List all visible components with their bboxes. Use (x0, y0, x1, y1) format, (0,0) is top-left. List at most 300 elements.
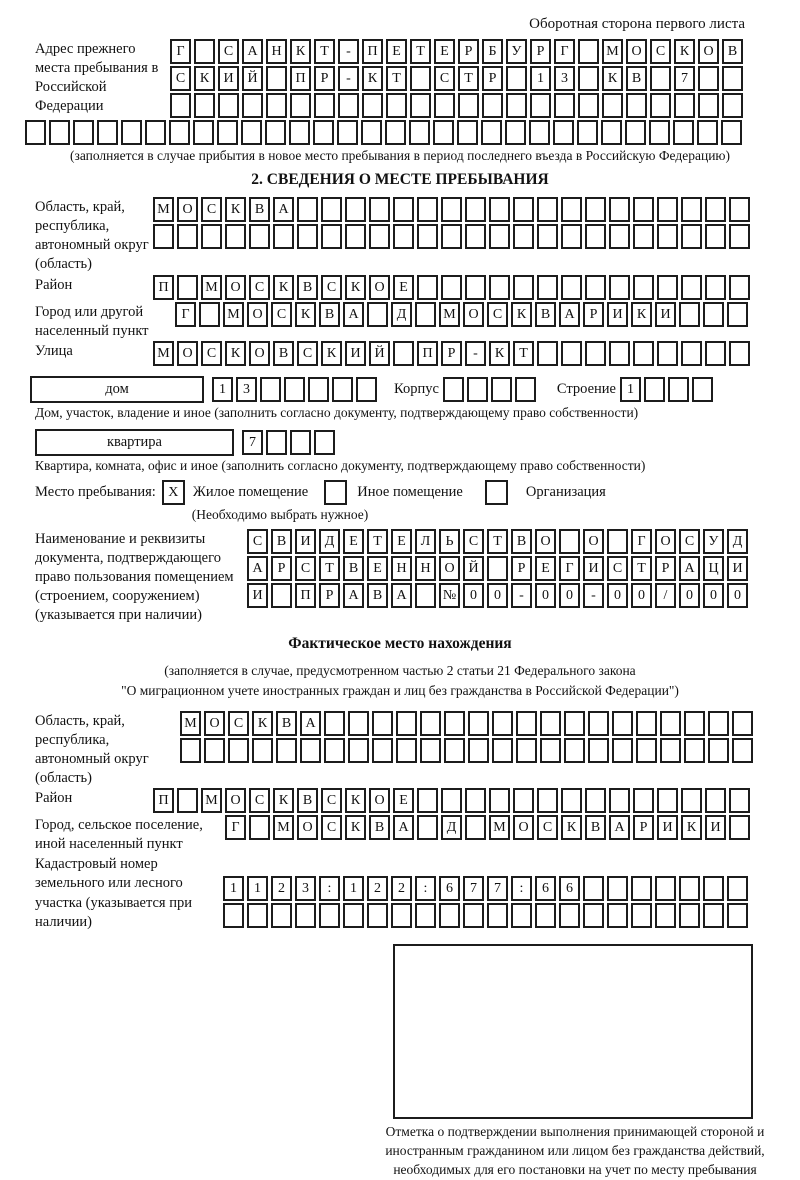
char-cell[interactable] (410, 93, 431, 118)
char-cell[interactable]: К (252, 711, 273, 736)
char-cell[interactable] (609, 788, 630, 813)
char-cell[interactable]: 1 (212, 377, 233, 402)
char-cell[interactable] (607, 876, 628, 901)
char-cell[interactable] (729, 224, 750, 249)
char-cell[interactable]: Т (314, 39, 335, 64)
char-cell[interactable] (386, 93, 407, 118)
char-cell[interactable]: С (295, 556, 316, 581)
char-cell[interactable]: А (609, 815, 630, 840)
char-cell[interactable] (487, 903, 508, 928)
char-cell[interactable] (530, 93, 551, 118)
char-cell[interactable] (705, 788, 726, 813)
char-cell[interactable]: В (722, 39, 743, 64)
char-cell[interactable] (297, 224, 318, 249)
char-cell[interactable] (420, 738, 441, 763)
char-cell[interactable]: О (225, 275, 246, 300)
char-cell[interactable] (585, 275, 606, 300)
char-cell[interactable]: Е (343, 529, 364, 554)
char-cell[interactable]: И (247, 583, 268, 608)
char-cell[interactable] (516, 711, 537, 736)
char-cell[interactable] (348, 738, 369, 763)
checkbox-organizatsiya[interactable] (485, 480, 508, 505)
char-cell[interactable]: К (631, 302, 652, 327)
char-cell[interactable]: С (249, 275, 270, 300)
char-cell[interactable] (25, 120, 46, 145)
char-cell[interactable] (705, 224, 726, 249)
char-cell[interactable] (369, 224, 390, 249)
char-cell[interactable] (515, 377, 536, 402)
char-cell[interactable] (362, 93, 383, 118)
char-cell[interactable]: М (439, 302, 460, 327)
char-cell[interactable]: С (487, 302, 508, 327)
char-cell[interactable]: У (703, 529, 724, 554)
char-cell[interactable] (463, 903, 484, 928)
char-cell[interactable] (657, 197, 678, 222)
char-cell[interactable] (489, 788, 510, 813)
char-cell[interactable] (692, 377, 713, 402)
char-cell[interactable] (703, 903, 724, 928)
char-cell[interactable]: Д (441, 815, 462, 840)
char-cell[interactable] (607, 529, 628, 554)
char-cell[interactable]: 7 (463, 876, 484, 901)
char-cell[interactable]: О (177, 197, 198, 222)
char-cell[interactable]: С (297, 341, 318, 366)
char-cell[interactable] (393, 224, 414, 249)
char-cell[interactable]: Т (386, 66, 407, 91)
char-cell[interactable] (218, 93, 239, 118)
char-cell[interactable] (465, 224, 486, 249)
char-cell[interactable] (727, 903, 748, 928)
char-cell[interactable]: А (559, 302, 580, 327)
char-cell[interactable] (271, 583, 292, 608)
char-cell[interactable] (193, 120, 214, 145)
char-cell[interactable] (295, 903, 316, 928)
char-cell[interactable] (625, 120, 646, 145)
char-cell[interactable] (487, 556, 508, 581)
char-cell[interactable]: Р (314, 66, 335, 91)
char-cell[interactable]: 1 (223, 876, 244, 901)
char-cell[interactable]: В (511, 529, 532, 554)
char-cell[interactable]: 7 (242, 430, 263, 455)
char-cell[interactable]: В (273, 341, 294, 366)
char-cell[interactable]: Д (319, 529, 340, 554)
char-cell[interactable] (684, 711, 705, 736)
char-cell[interactable] (73, 120, 94, 145)
char-cell[interactable]: К (290, 39, 311, 64)
char-cell[interactable]: П (290, 66, 311, 91)
char-cell[interactable]: О (247, 302, 268, 327)
char-cell[interactable]: А (343, 583, 364, 608)
char-cell[interactable]: Н (266, 39, 287, 64)
char-cell[interactable] (345, 197, 366, 222)
char-cell[interactable]: С (201, 341, 222, 366)
char-cell[interactable] (249, 224, 270, 249)
char-cell[interactable] (308, 377, 329, 402)
char-cell[interactable]: С (218, 39, 239, 64)
char-cell[interactable] (674, 93, 695, 118)
char-cell[interactable] (266, 93, 287, 118)
char-cell[interactable] (290, 430, 311, 455)
char-cell[interactable]: М (153, 197, 174, 222)
char-cell[interactable]: П (417, 341, 438, 366)
char-cell[interactable] (194, 93, 215, 118)
char-cell[interactable]: Г (554, 39, 575, 64)
char-cell[interactable] (204, 738, 225, 763)
char-cell[interactable] (415, 903, 436, 928)
char-cell[interactable]: Ц (703, 556, 724, 581)
char-cell[interactable] (417, 224, 438, 249)
char-cell[interactable] (729, 275, 750, 300)
char-cell[interactable]: 7 (674, 66, 695, 91)
char-cell[interactable] (505, 120, 526, 145)
char-cell[interactable] (703, 876, 724, 901)
char-cell[interactable]: 6 (439, 876, 460, 901)
char-cell[interactable] (729, 341, 750, 366)
char-cell[interactable] (417, 197, 438, 222)
char-cell[interactable] (559, 903, 580, 928)
char-cell[interactable]: 2 (367, 876, 388, 901)
char-cell[interactable]: Н (415, 556, 436, 581)
char-cell[interactable] (372, 711, 393, 736)
char-cell[interactable] (681, 341, 702, 366)
char-cell[interactable]: В (585, 815, 606, 840)
char-cell[interactable]: С (321, 815, 342, 840)
char-cell[interactable]: - (465, 341, 486, 366)
char-cell[interactable]: Е (393, 275, 414, 300)
char-cell[interactable]: В (343, 556, 364, 581)
char-cell[interactable] (537, 224, 558, 249)
char-cell[interactable]: П (295, 583, 316, 608)
char-cell[interactable] (540, 711, 561, 736)
char-cell[interactable] (97, 120, 118, 145)
char-cell[interactable]: Е (393, 788, 414, 813)
char-cell[interactable] (410, 66, 431, 91)
char-cell[interactable]: Т (458, 66, 479, 91)
char-cell[interactable] (361, 120, 382, 145)
char-cell[interactable]: Б (482, 39, 503, 64)
char-cell[interactable]: 2 (391, 876, 412, 901)
char-cell[interactable] (649, 120, 670, 145)
char-cell[interactable] (626, 93, 647, 118)
char-cell[interactable]: Т (631, 556, 652, 581)
char-cell[interactable]: 6 (559, 876, 580, 901)
char-cell[interactable] (732, 738, 753, 763)
char-cell[interactable] (516, 738, 537, 763)
char-cell[interactable] (242, 93, 263, 118)
char-cell[interactable] (481, 120, 502, 145)
char-cell[interactable] (199, 302, 220, 327)
char-cell[interactable] (223, 903, 244, 928)
char-cell[interactable]: М (201, 788, 222, 813)
char-cell[interactable] (578, 39, 599, 64)
char-cell[interactable]: Г (170, 39, 191, 64)
char-cell[interactable] (177, 788, 198, 813)
char-cell[interactable]: К (561, 815, 582, 840)
char-cell[interactable]: О (249, 341, 270, 366)
char-cell[interactable] (415, 583, 436, 608)
char-cell[interactable] (681, 275, 702, 300)
char-cell[interactable]: 0 (727, 583, 748, 608)
char-cell[interactable] (607, 903, 628, 928)
char-cell[interactable] (564, 738, 585, 763)
char-cell[interactable] (609, 275, 630, 300)
char-cell[interactable] (679, 903, 700, 928)
char-cell[interactable] (465, 275, 486, 300)
char-cell[interactable] (644, 377, 665, 402)
char-cell[interactable] (491, 377, 512, 402)
char-cell[interactable] (177, 275, 198, 300)
char-cell[interactable] (297, 197, 318, 222)
char-cell[interactable] (513, 275, 534, 300)
char-cell[interactable]: О (297, 815, 318, 840)
char-cell[interactable]: Р (319, 583, 340, 608)
char-cell[interactable] (636, 711, 657, 736)
char-cell[interactable] (513, 224, 534, 249)
char-cell[interactable] (601, 120, 622, 145)
char-cell[interactable] (564, 711, 585, 736)
char-cell[interactable] (433, 120, 454, 145)
char-cell[interactable] (284, 377, 305, 402)
char-cell[interactable] (681, 197, 702, 222)
char-cell[interactable]: В (369, 815, 390, 840)
char-cell[interactable]: 0 (703, 583, 724, 608)
char-cell[interactable]: П (362, 39, 383, 64)
char-cell[interactable] (612, 711, 633, 736)
char-cell[interactable] (578, 66, 599, 91)
char-cell[interactable] (537, 341, 558, 366)
char-cell[interactable] (492, 711, 513, 736)
char-cell[interactable] (417, 788, 438, 813)
char-cell[interactable] (321, 197, 342, 222)
char-cell[interactable]: А (300, 711, 321, 736)
char-cell[interactable] (708, 711, 729, 736)
char-cell[interactable] (650, 93, 671, 118)
char-cell[interactable] (249, 815, 270, 840)
char-cell[interactable]: 7 (487, 876, 508, 901)
char-cell[interactable] (465, 788, 486, 813)
char-cell[interactable]: А (679, 556, 700, 581)
char-cell[interactable] (513, 197, 534, 222)
char-cell[interactable] (266, 66, 287, 91)
char-cell[interactable]: Р (530, 39, 551, 64)
char-cell[interactable]: М (602, 39, 623, 64)
char-cell[interactable]: А (273, 197, 294, 222)
char-cell[interactable] (420, 711, 441, 736)
char-cell[interactable]: - (511, 583, 532, 608)
char-cell[interactable] (441, 275, 462, 300)
char-cell[interactable]: С (537, 815, 558, 840)
char-cell[interactable] (247, 903, 268, 928)
char-cell[interactable]: И (218, 66, 239, 91)
char-cell[interactable]: П (153, 275, 174, 300)
char-cell[interactable] (609, 197, 630, 222)
char-cell[interactable]: В (297, 275, 318, 300)
char-cell[interactable] (650, 66, 671, 91)
char-cell[interactable] (443, 377, 464, 402)
char-cell[interactable] (194, 39, 215, 64)
char-cell[interactable] (396, 711, 417, 736)
char-cell[interactable] (698, 93, 719, 118)
char-cell[interactable] (585, 197, 606, 222)
char-cell[interactable]: 2 (271, 876, 292, 901)
char-cell[interactable]: 0 (559, 583, 580, 608)
char-cell[interactable] (467, 377, 488, 402)
char-cell[interactable] (655, 903, 676, 928)
char-cell[interactable] (511, 903, 532, 928)
char-cell[interactable]: Р (583, 302, 604, 327)
char-cell[interactable]: В (367, 583, 388, 608)
char-cell[interactable] (145, 120, 166, 145)
char-cell[interactable]: 0 (679, 583, 700, 608)
checkbox-inoe[interactable] (324, 480, 347, 505)
char-cell[interactable] (169, 120, 190, 145)
char-cell[interactable]: О (513, 815, 534, 840)
char-cell[interactable]: А (391, 583, 412, 608)
char-cell[interactable] (705, 341, 726, 366)
char-cell[interactable]: М (153, 341, 174, 366)
char-cell[interactable]: Г (631, 529, 652, 554)
char-cell[interactable] (321, 224, 342, 249)
char-cell[interactable]: В (626, 66, 647, 91)
char-cell[interactable] (439, 903, 460, 928)
char-cell[interactable]: Т (513, 341, 534, 366)
char-cell[interactable]: Т (319, 556, 340, 581)
char-cell[interactable]: 1 (620, 377, 641, 402)
char-cell[interactable]: С (247, 529, 268, 554)
char-cell[interactable]: И (345, 341, 366, 366)
char-cell[interactable]: М (180, 711, 201, 736)
char-cell[interactable]: И (705, 815, 726, 840)
char-cell[interactable]: К (194, 66, 215, 91)
char-cell[interactable] (660, 711, 681, 736)
char-cell[interactable] (441, 197, 462, 222)
char-cell[interactable]: В (319, 302, 340, 327)
char-cell[interactable] (540, 738, 561, 763)
char-cell[interactable]: С (271, 302, 292, 327)
char-cell[interactable] (698, 66, 719, 91)
char-cell[interactable]: Д (727, 529, 748, 554)
char-cell[interactable] (561, 788, 582, 813)
char-cell[interactable] (49, 120, 70, 145)
char-cell[interactable]: 0 (487, 583, 508, 608)
char-cell[interactable]: О (369, 275, 390, 300)
char-cell[interactable] (537, 788, 558, 813)
char-cell[interactable] (732, 711, 753, 736)
char-cell[interactable] (722, 93, 743, 118)
char-cell[interactable] (585, 341, 606, 366)
char-cell[interactable] (657, 224, 678, 249)
char-cell[interactable]: К (681, 815, 702, 840)
char-cell[interactable]: И (607, 302, 628, 327)
char-cell[interactable]: А (343, 302, 364, 327)
char-cell[interactable]: Й (242, 66, 263, 91)
char-cell[interactable]: И (655, 302, 676, 327)
char-cell[interactable]: К (345, 275, 366, 300)
char-cell[interactable] (273, 224, 294, 249)
char-cell[interactable] (506, 93, 527, 118)
char-cell[interactable] (180, 738, 201, 763)
char-cell[interactable]: К (321, 341, 342, 366)
char-cell[interactable] (588, 738, 609, 763)
char-cell[interactable] (468, 738, 489, 763)
char-cell[interactable] (170, 93, 191, 118)
char-cell[interactable]: Н (391, 556, 412, 581)
checkbox-zhiloe[interactable]: X (162, 480, 185, 505)
char-cell[interactable]: К (674, 39, 695, 64)
char-cell[interactable] (266, 430, 287, 455)
char-cell[interactable]: К (295, 302, 316, 327)
char-cell[interactable] (489, 275, 510, 300)
char-cell[interactable]: С (679, 529, 700, 554)
char-cell[interactable] (657, 788, 678, 813)
char-cell[interactable]: Е (434, 39, 455, 64)
char-cell[interactable] (636, 738, 657, 763)
char-cell[interactable]: А (242, 39, 263, 64)
char-cell[interactable] (314, 93, 335, 118)
char-cell[interactable]: В (271, 529, 292, 554)
char-cell[interactable]: Р (655, 556, 676, 581)
char-cell[interactable]: М (273, 815, 294, 840)
char-cell[interactable] (276, 738, 297, 763)
char-cell[interactable]: Р (482, 66, 503, 91)
char-cell[interactable] (633, 275, 654, 300)
char-cell[interactable]: К (345, 815, 366, 840)
char-cell[interactable] (465, 815, 486, 840)
char-cell[interactable] (415, 302, 436, 327)
char-cell[interactable]: Е (386, 39, 407, 64)
char-cell[interactable] (657, 341, 678, 366)
char-cell[interactable]: С (321, 788, 342, 813)
char-cell[interactable] (537, 275, 558, 300)
char-cell[interactable] (684, 738, 705, 763)
char-cell[interactable]: О (369, 788, 390, 813)
char-cell[interactable] (396, 738, 417, 763)
char-cell[interactable]: О (204, 711, 225, 736)
char-cell[interactable] (444, 738, 465, 763)
char-cell[interactable] (561, 275, 582, 300)
char-cell[interactable] (252, 738, 273, 763)
char-cell[interactable]: С (201, 197, 222, 222)
char-cell[interactable]: К (273, 275, 294, 300)
char-cell[interactable] (588, 711, 609, 736)
char-cell[interactable] (535, 903, 556, 928)
char-cell[interactable] (153, 224, 174, 249)
char-cell[interactable]: У (506, 39, 527, 64)
char-cell[interactable] (348, 711, 369, 736)
char-cell[interactable] (385, 120, 406, 145)
char-cell[interactable]: Е (391, 529, 412, 554)
char-cell[interactable]: Г (175, 302, 196, 327)
char-cell[interactable] (313, 120, 334, 145)
char-cell[interactable]: Е (367, 556, 388, 581)
char-cell[interactable]: : (511, 876, 532, 901)
char-cell[interactable]: Р (511, 556, 532, 581)
char-cell[interactable] (631, 903, 652, 928)
char-cell[interactable] (489, 224, 510, 249)
char-cell[interactable] (577, 120, 598, 145)
char-cell[interactable] (465, 197, 486, 222)
char-cell[interactable]: О (463, 302, 484, 327)
char-cell[interactable]: : (319, 876, 340, 901)
char-cell[interactable]: И (583, 556, 604, 581)
char-cell[interactable] (367, 302, 388, 327)
char-cell[interactable]: В (535, 302, 556, 327)
char-cell[interactable] (583, 903, 604, 928)
char-cell[interactable] (290, 93, 311, 118)
char-cell[interactable] (417, 815, 438, 840)
char-cell[interactable] (609, 224, 630, 249)
char-cell[interactable] (708, 738, 729, 763)
